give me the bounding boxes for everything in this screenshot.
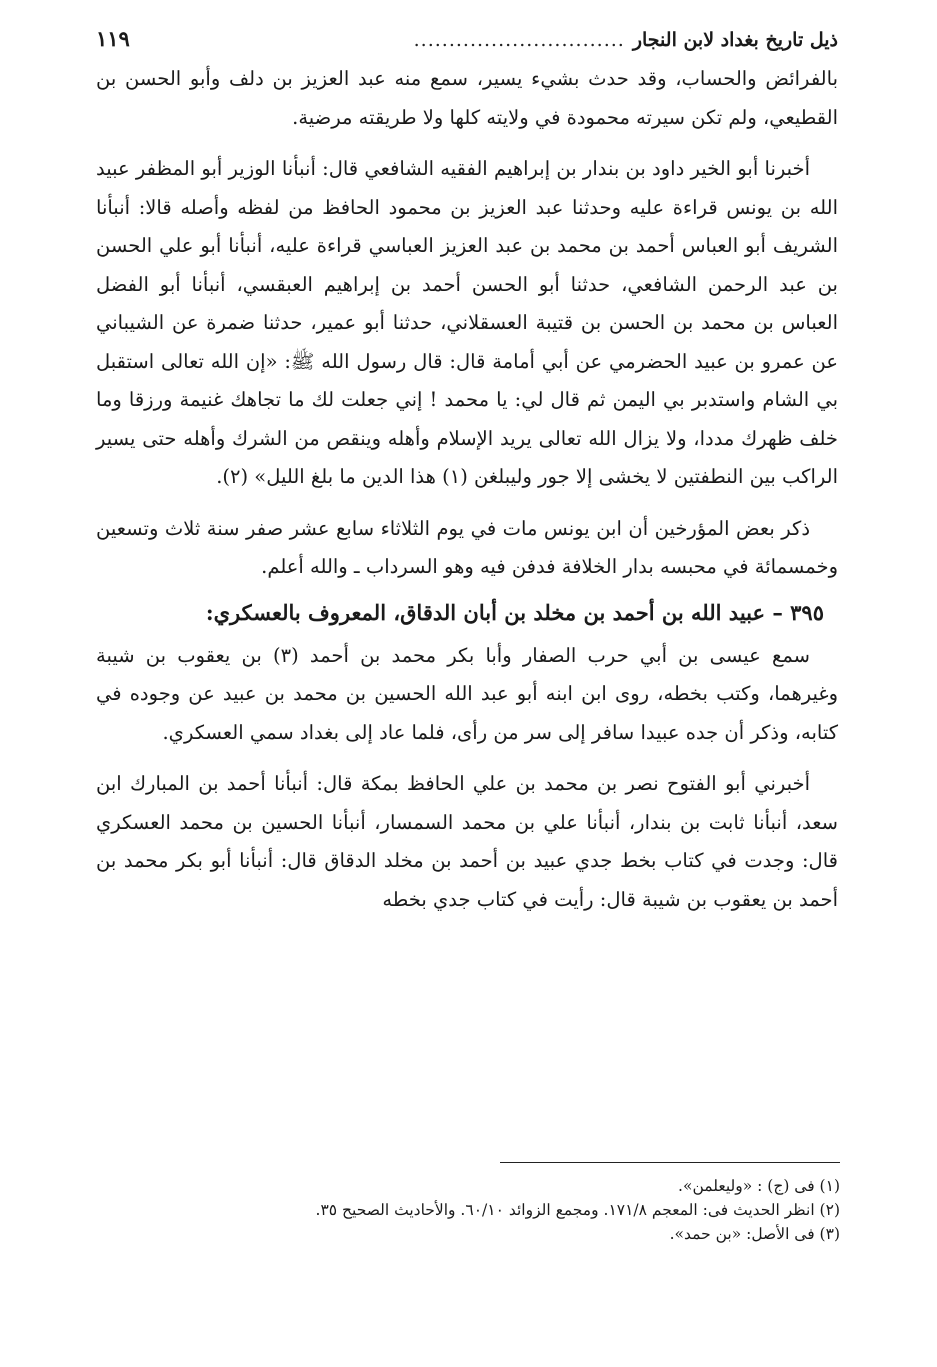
paragraph-continuation: بالفرائض والحساب، وقد حدث بشيء يسير، سمع منه عبد العزيز بن دلف وأبو الحسن بن القطيعي، ولم تكن سيرته محمودة في ولايته كلها ولا طريقته مرضية.: [96, 67, 838, 129]
page-number: ١١٩: [96, 26, 130, 51]
footnote-1: (١) فى (ج) : «وليعلمن».: [678, 1177, 840, 1195]
footnote-2: (٢) انظر الحديث فى: المعجم ١٧١/٨. ومجمع الزوائد ٦٠/١٠. والأحاديث الصحيح ٣٥.: [315, 1201, 840, 1219]
footnote-separator: [500, 1162, 840, 1163]
paragraph-entry-bio: سمع عيسى بن أبي حرب الصفار وأبا بكر محمد بن أحمد (٣) بن يعقوب بن شيبة وغيرهما، وكتب بخطه، روى ابن ابنه أبو عبد الله الحسين بن محمد بن عبيد عن وجوده في كتابه، وذكر أن جده عبيدا سافر إلى سر من رأى، فلما عاد إلى بغداد سمي العسكري.: [96, 643, 838, 744]
header-dot-leader: ..............................: [413, 29, 625, 51]
footnotes: [150, 1174, 840, 1246]
paragraph-entry-chain: أخبرني أبو الفتوح نصر بن محمد بن علي الحافظ بمكة قال: أنبأنا أحمد بن المبارك ابن سعد، أنبأنا ثابت بن بندار، أنبأنا علي بن محمد السمسار، أنبأنا الحسين بن محمد العسكري قال: وجدت في كتاب بخط جدي عبيد بن أحمد بن مخلد الدقاق قال: أنبأنا أبو بكر محمد بن أحمد بن يعقوب بن شيبة قال: رأيت في كتاب جدي بخطه: [96, 772, 838, 911]
footnote-3: (٣) فى الأصل: «بن حمد».: [669, 1225, 840, 1243]
running-header: [96, 26, 838, 60]
paragraph-death-note: ذكر بعض المؤرخين أن ابن يونس مات في يوم الثلاثاء سابع عشر صفر سنة ثلاث وتسعين وخمسمائة في محبسه بدار الخلافة فدفن فيه وهو السرداب ـ والله أعلم.: [96, 516, 838, 578]
paragraph-hadith-chain: أخبرنا أبو الخير داود بن بندار بن إبراهيم الفقيه الشافعي قال: أنبأنا الوزير أبو المظفر عبيد الله بن يونس قراءة عليه وحدثنا عبد العزيز بن محمود الحافظ من لفظه وأصله قالا: أنبأنا الشريف أبو العباس أحمد بن محمد بن عبد العزيز العباسي قراءة عليه، أنبأنا أبو علي الحسن بن عبد الرحمن الشافعي، حدثنا أبو الحسن أحمد بن إبراهيم العبقسي، أنبأنا أبو الفضل العباس بن محمد بن الحسن بن قتيبة العسقلاني، حدثنا أبو عمير، حدثنا ضمرة عن الشيباني عن عمرو بن عبيد الحضرمي عن أبي أمامة قال: قال رسول الله ﷺ: «إن الله تعالى استقبل بي الشام واستدبر بي اليمن ثم قال لي: يا محمد ! إني جعلت لك ما تجاهك غنيمة ورزقا وما خلف ظهرك مددا، ولا يزال الله تعالى يريد الإسلام وأهله وينقص من الشرك وأهله حتى يسير الراكب بين النطفتين لا يخشى إلا جور وليبلغن (١) هذا الدين ما بلغ الليل» (٢).: [96, 157, 838, 488]
entry-heading: ٣٩٥ – عبيد الله بن أحمد بن مخلد بن أبان الدقاق، المعروف بالعسكري:: [205, 599, 824, 625]
book-title: ذيل تاريخ بغداد لابن النجار: [632, 29, 838, 51]
book-page: [96, 26, 838, 919]
